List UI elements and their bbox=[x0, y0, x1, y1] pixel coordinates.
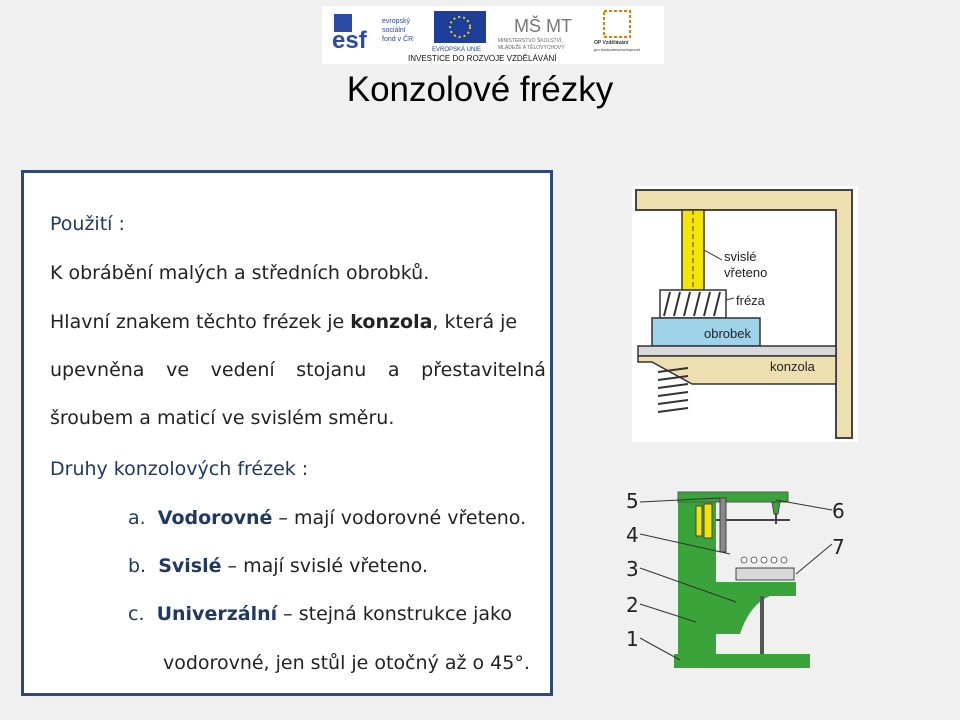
item-rest: – mají vodorovné vřeteno. bbox=[272, 507, 527, 529]
item-rest: – stejná konstrukce jako bbox=[277, 603, 513, 625]
line3-word: vedení bbox=[210, 359, 275, 381]
usage-line-4: šroubem a maticí ve svislém směru. bbox=[50, 407, 395, 429]
part-number: 6 bbox=[832, 499, 845, 523]
line3-word: a bbox=[387, 359, 400, 381]
msmt-logo bbox=[498, 15, 572, 51]
label-console: konzola bbox=[770, 359, 815, 374]
line3-word: přestavitelná bbox=[421, 359, 546, 381]
logo-strip bbox=[322, 6, 664, 64]
line3-word: stojanu bbox=[296, 359, 367, 381]
op-logo bbox=[594, 11, 641, 52]
svg-text:MŠ MT: MŠ MT bbox=[514, 16, 572, 36]
label-workpiece: obrobek bbox=[704, 326, 751, 341]
types-heading: Druhy konzolových frézek : bbox=[50, 458, 309, 480]
usage-line-3 bbox=[50, 359, 546, 381]
horizontal-mill-diagram bbox=[620, 484, 860, 674]
type-item-c bbox=[128, 603, 512, 625]
svg-text:pro konkurenceschopnost: pro konkurenceschopnost bbox=[594, 47, 640, 52]
item-marker: c. bbox=[128, 603, 145, 625]
svg-text:sociální: sociální bbox=[382, 27, 406, 34]
machine-base bbox=[674, 654, 810, 668]
type-item-a bbox=[128, 507, 526, 529]
page-title: Konzolové frézky bbox=[346, 70, 614, 109]
part-number: 5 bbox=[626, 489, 639, 513]
line2-pre: Hlavní znakem těchto frézek je bbox=[50, 311, 351, 333]
part-number: 3 bbox=[626, 557, 639, 581]
esf-logo bbox=[332, 14, 413, 54]
svg-text:evropský: evropský bbox=[382, 18, 411, 25]
content-box bbox=[21, 170, 553, 696]
usage-line-2 bbox=[50, 311, 517, 333]
item-bold: Svislé bbox=[158, 555, 222, 577]
svg-text:MINISTERSTVO ŠKOLSTVÍ,: MINISTERSTVO ŠKOLSTVÍ, bbox=[498, 38, 563, 44]
svg-text:MLÁDEŽE A TĚLOVÝCHOVY: MLÁDEŽE A TĚLOVÝCHOVY bbox=[498, 45, 565, 51]
partner-logos bbox=[322, 6, 664, 64]
line2-bold: konzola bbox=[350, 311, 433, 333]
machine-knee bbox=[716, 582, 796, 634]
item-bold: Vodorovné bbox=[157, 507, 273, 529]
item-marker: a. bbox=[128, 507, 146, 529]
banner-text: INVESTICE DO ROZVOJE VZDĚLÁVÁNÍ bbox=[408, 54, 557, 63]
line3-word: upevněna bbox=[50, 359, 145, 381]
label-cutter: fréza bbox=[736, 293, 765, 308]
item-bold: Univerzální bbox=[156, 603, 278, 625]
label-spindle: svislé bbox=[724, 249, 757, 264]
vertical-mill-diagram bbox=[632, 186, 858, 442]
line2-post: , která je bbox=[432, 311, 518, 333]
usage-heading: Použití : bbox=[50, 213, 125, 235]
item-marker: b. bbox=[128, 555, 147, 577]
type-item-c-continued: vodorovné, jen stůl je otočný až o 45°. bbox=[163, 652, 530, 674]
eu-flag-logo bbox=[432, 11, 486, 53]
usage-line-1: K obrábění malých a středních obrobků. bbox=[50, 262, 430, 284]
svg-text:fond v ČR: fond v ČR bbox=[382, 36, 414, 43]
part-number: 4 bbox=[626, 523, 639, 547]
line3-word: ve bbox=[166, 359, 190, 381]
part-number: 2 bbox=[626, 593, 639, 617]
svg-text:EVROPSKÁ UNIE: EVROPSKÁ UNIE bbox=[432, 47, 482, 53]
part-number: 1 bbox=[626, 627, 639, 651]
label-spindle-2: vřeteno bbox=[724, 265, 768, 280]
item-rest: – mají svislé vřeteno. bbox=[221, 555, 428, 577]
part-number: 7 bbox=[832, 535, 845, 559]
svg-text:esf: esf bbox=[332, 27, 367, 54]
type-item-b bbox=[128, 555, 428, 577]
svg-text:OP Vzdělávání: OP Vzdělávání bbox=[594, 40, 629, 46]
